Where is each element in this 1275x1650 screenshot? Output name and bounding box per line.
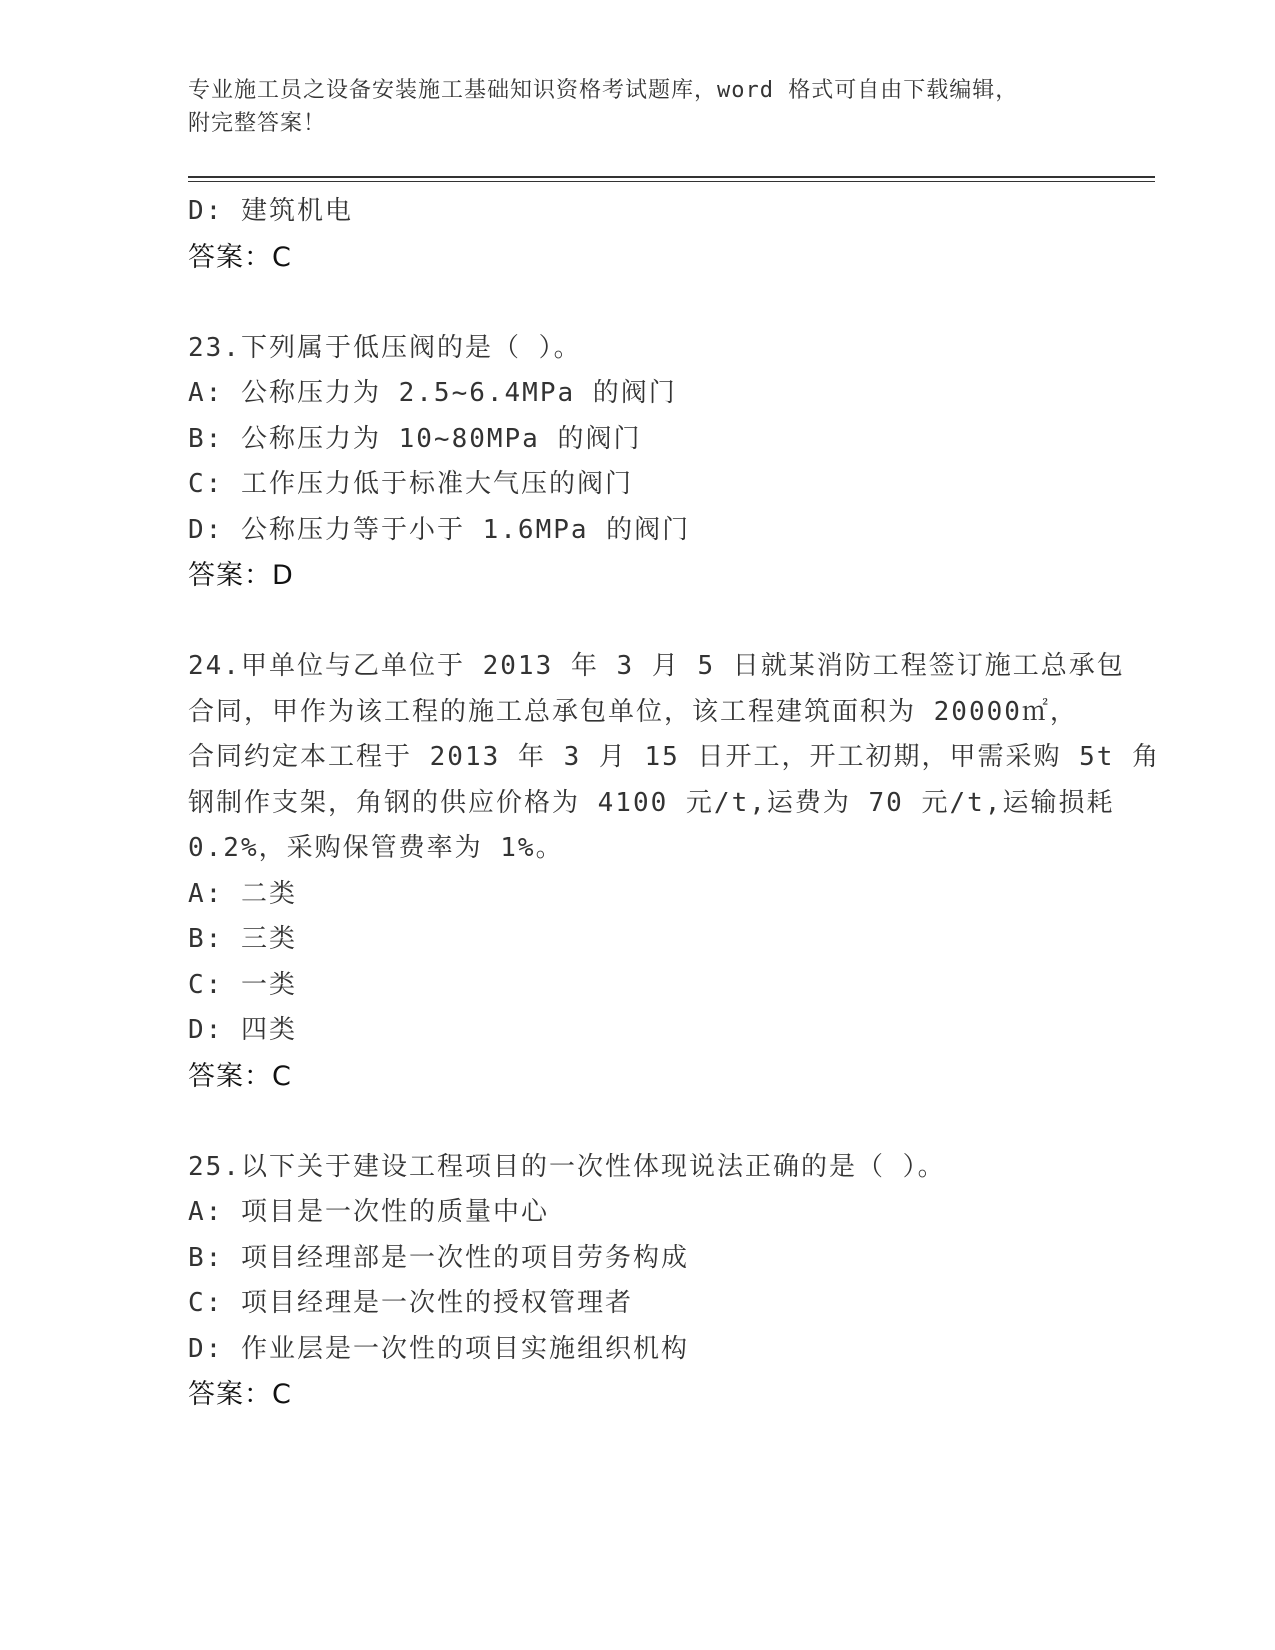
q24-stem-line-3: 合同约定本工程于 2013 年 3 月 15 日开工，开工初期，甲需采购 5t 角 xyxy=(188,742,1161,772)
q24-option-b: B: 三类 xyxy=(188,924,297,954)
q25-stem: 25.以下关于建设工程项目的一次性体现说法正确的是（ ）。 xyxy=(188,1151,946,1182)
document-header xyxy=(188,74,1088,140)
header-line-2: 附完整答案！ xyxy=(188,111,327,136)
q23-option-d: D: 公称压力等于小于 1.6MPa 的阀门 xyxy=(188,514,691,545)
q25-option-d: D: 作业层是一次性的项目实施组织机构 xyxy=(188,1333,689,1364)
spacer xyxy=(188,599,1088,645)
q25-option-c: C: 项目经理是一次性的授权管理者 xyxy=(188,1288,633,1318)
header-divider-thin xyxy=(188,181,1155,182)
q23-option-a: A: 公称压力为 2.5~6.4MPa 的阀门 xyxy=(188,378,677,408)
q24-option-c: C: 一类 xyxy=(188,969,297,1000)
q24-stem-line-4: 钢制作支架，角钢的供应价格为 4100 元/t,运费为 70 元/t,运输损耗 xyxy=(188,787,1115,818)
spacer xyxy=(188,280,1088,326)
q24-answer: 答案：C xyxy=(188,1060,292,1092)
q22-option-d: D: 建筑机电 xyxy=(188,196,353,226)
q24-option-d: D: 四类 xyxy=(188,1015,297,1045)
q24-stem-line-2: 合同，甲作为该工程的施工总承包单位，该工程建筑面积为 20000㎡， xyxy=(188,696,1078,727)
q23-option-b: B: 公称压力为 10~80MPa 的阀门 xyxy=(188,423,642,454)
q25-answer: 答案：C xyxy=(188,1379,292,1410)
q23-option-c: C: 工作压力低于标准大气压的阀门 xyxy=(188,469,633,499)
q24-stem-line-5: 0.2%，采购保管费率为 1%。 xyxy=(188,833,564,863)
q23-stem: 23.下列属于低压阀的是（ ）。 xyxy=(188,332,582,363)
header-divider-thick xyxy=(188,176,1155,178)
q25-option-b: B: 项目经理部是一次性的项目劳务构成 xyxy=(188,1242,689,1273)
q24-stem-line-1: 24.甲单位与乙单位于 2013 年 3 月 5 日就某消防工程签订施工总承包 xyxy=(188,651,1125,681)
header-line-1: 专业施工员之设备安装施工基础知识资格考试题库，word 格式可自由下载编辑， xyxy=(188,78,1019,103)
q25-option-a: A: 项目是一次性的质量中心 xyxy=(188,1197,549,1227)
q22-answer: 答案：C xyxy=(188,241,292,273)
spacer xyxy=(188,1099,1088,1145)
question-content xyxy=(188,189,1161,1418)
q24-option-a: A: 二类 xyxy=(188,878,297,909)
q23-answer: 答案：D xyxy=(188,560,294,591)
